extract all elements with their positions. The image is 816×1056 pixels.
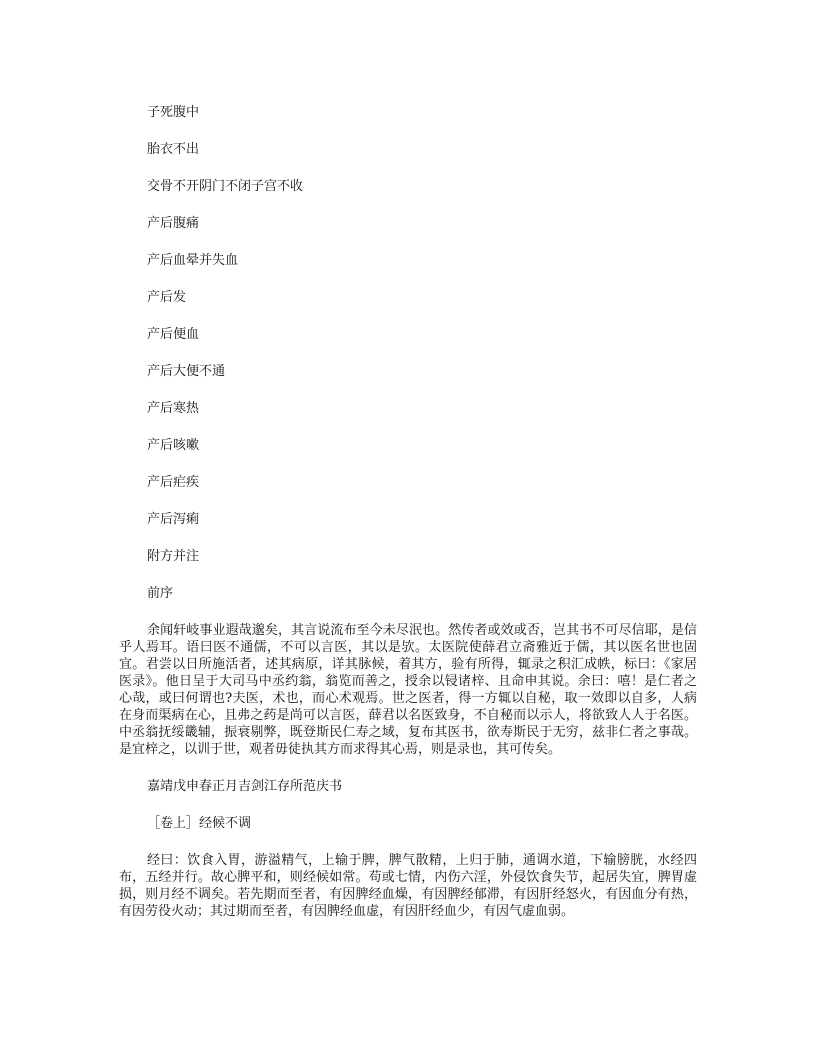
- toc-item: 产后血晕并失血: [147, 253, 239, 268]
- volume-title: ［卷上］经候不调: [147, 816, 252, 831]
- preface-signature: 嘉靖戊申春正月吉剑江存所范庆书: [147, 779, 343, 794]
- toc-item: 产后泻痢: [147, 512, 200, 527]
- document-page: [119, 104, 697, 940]
- toc-item: 产后寒热: [147, 401, 200, 416]
- preface-heading: 前序: [147, 586, 174, 601]
- toc-item: 产后发: [147, 290, 187, 305]
- toc-item: 产后疟疾: [147, 475, 200, 490]
- toc-item: 胎衣不出: [147, 142, 200, 157]
- toc-item: 子死腹中: [147, 105, 200, 120]
- toc-item: 产后腹痛: [147, 216, 200, 231]
- toc-item: 交骨不开阴门不闭子宫不收: [147, 179, 304, 194]
- toc-item: 附方并注: [147, 549, 200, 564]
- body-paragraph: 经曰：饮食入胃，游溢精气，上输于脾，脾气散精，上归于肺，通调水道，下输膀胱，水经四布，五经并行。故心脾平和，则经候如常。苟或七情，内伤六淫，外侵饮食失节，起居失宜，脾胃虚损，则月经不调矣。若先期而至者，有因脾经血燥，有因脾经郁滞，有因肝经怒火，有因血分有热，有因劳役火动；其过期而至者，有因脾经血虚，有因肝经血少，有因气虚血弱。: [119, 853, 697, 919]
- preface-paragraph: 余闻轩岐事业遐哉邈矣，其言说流布至今未尽泯也。然传者或效或否，岂其书不可尽信耶，是信乎人焉耳。语曰医不通儒，不可以言医，其以是欤。太医院使薛君立斋雅近于儒，其以医名世也固宜。君尝以日所施活者，述其病原，详其脉候，着其方，验有所得，辄录之积汇成帙，标曰：《家居医录》。他日呈于大司马中丞约翁，翁览而善之，授余以锓诸梓、且命申其说。余曰：嘻！是仁者之心哉，或曰何谓也?夫医，术也，而心术观焉。世之医者，得一方辄以自秘，取一效即以自多，人病在身而渠病在心，且弗之药是尚可以言医，薛君以名医致身，不自秘而以示人，将欲致人人于名医。中丞翁抚绥畿辅，振衰剔弊，既登斯民仁寿之域，复布其医书，欲寿斯民于无穷，兹非仁者之事哉。是宜梓之，以训于世，观者毋徒执其方而求得其心焉，则是录也，其可传矣。: [119, 623, 697, 757]
- toc-item: 产后便血: [147, 327, 200, 342]
- toc-item: 产后大便不通: [147, 364, 226, 379]
- toc-item: 产后咳嗽: [147, 438, 200, 453]
